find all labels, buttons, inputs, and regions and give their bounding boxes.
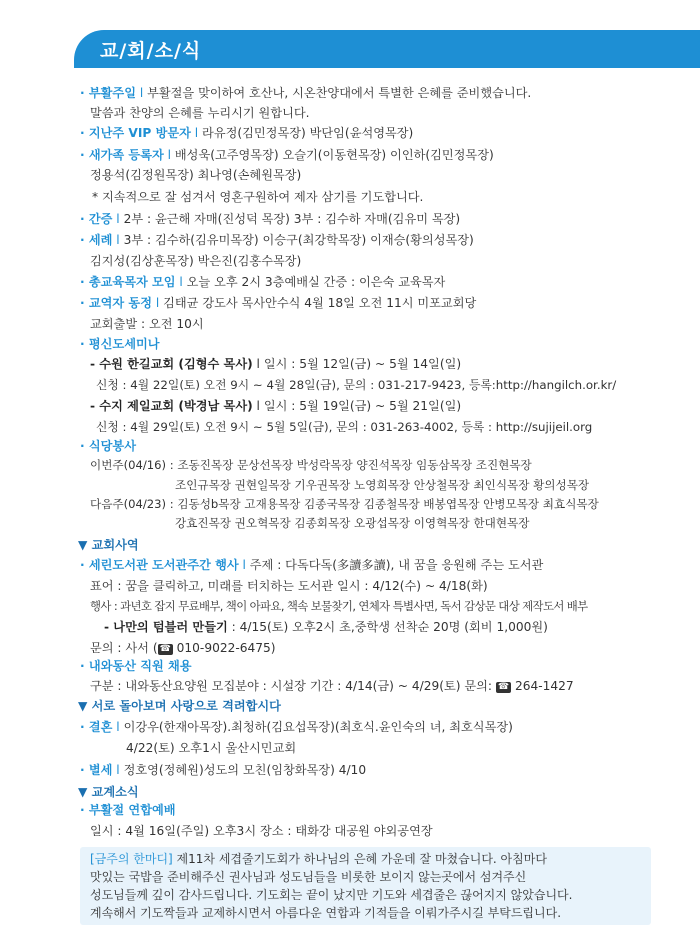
item-text: 부활절을 맞이하여 호산나, 시온찬양대에서 특별한 은혜를 준비했습니다. [147, 86, 532, 100]
item-label: 지난주 VIP 방문자 [88, 126, 191, 140]
phone-icon: ☎ [159, 644, 171, 654]
hiring-text: 구분 : 내와동산요양원 모집분야 : 시설장 기간 : 4/14(금) ~ 4/29(토) 문의: [90, 679, 496, 693]
item-label: 새가족 등록자 [88, 148, 164, 162]
seminar-item-1 [90, 355, 461, 373]
separator: l [151, 296, 164, 310]
section-church-ministry: ▼ 교회사역 [78, 538, 139, 552]
item-vip [80, 124, 413, 142]
seminar-title: - 수원 한길교회 (김형수 목사) [90, 357, 253, 371]
separator: l [135, 86, 148, 100]
item-label: 내와동산 직원 채용 [88, 659, 192, 673]
separator: l [190, 126, 203, 140]
bullet-icon: · [80, 803, 89, 817]
item-label: 세린도서관 도서관주간 행사 [88, 558, 239, 572]
item-hiring [80, 657, 192, 675]
item-text: 정호영(정혜원)성도의 모친(임창화목장) 4/10 [123, 763, 367, 777]
library-line-4 [104, 618, 548, 636]
bullet-icon: · [80, 337, 89, 351]
separator: l [238, 558, 250, 572]
bullet-icon: · [80, 233, 89, 247]
seminar-title: - 수지 제일교회 (박경남 목사) [90, 399, 253, 413]
item-dedication [80, 210, 460, 228]
item-easter-2: 말씀과 찬양의 은혜를 누리시기 원합니다. [90, 106, 310, 120]
bullet-icon: · [80, 439, 89, 453]
section-care: ▼ 서로 돌아보며 사랑으로 격려합시다 [78, 699, 281, 713]
separator: l [112, 763, 124, 777]
library-line-5 [90, 639, 276, 657]
bullet-icon: · [80, 86, 89, 100]
item-text: 이강우(한재아목장).최청하(김요섭목장)(최호식.윤인숙의 녀, 최호식목장) [123, 720, 513, 734]
item-elders-2: 교회출발 : 오전 10시 [90, 317, 204, 331]
item-label: 부활절 연합예배 [88, 803, 176, 817]
item-newfamily-2: 정용석(김정원목장) 최나영(손혜원목장) [90, 168, 302, 182]
separator: l [112, 233, 124, 247]
item-text: 배성욱(고주영목장) 오슬기(이동현목장) 이인하(김민정목장) [174, 148, 494, 162]
bullet-icon: · [80, 212, 89, 226]
kitchen-line-3: 다음주(04/23) : 김동성b목장 고재용목장 김종국목장 김종철목장 배봉엽목장 안병모목장 최효식목장 [90, 497, 599, 511]
item-label: 교역자 동정 [88, 296, 152, 310]
notice-label: [금주의 한마디] [90, 852, 173, 866]
bullet-icon: · [80, 148, 89, 162]
separator: l [175, 275, 187, 289]
item-label: 평신도세미나 [88, 337, 160, 351]
notice-line-2: 맛있는 국밥을 준비해주신 권사님과 성도님들을 비롯한 보이지 않는곳에서 섬겨주신 [90, 870, 527, 884]
item-text: 3부 : 김수하(김유미목장) 이승구(최강학목장) 이재승(황의성목장) [123, 233, 474, 247]
separator: l [163, 148, 175, 162]
item-label: 세례 [88, 233, 113, 247]
page-title: 교/회/소/식 [100, 40, 202, 62]
item-label: 총교육목자 모임 [88, 275, 176, 289]
kitchen-line-2: 조인규목장 권현일목장 기우권목장 노영희목장 안상철목장 최인식목장 황의성목장 [175, 478, 590, 492]
item-label: 식당봉사 [88, 439, 136, 453]
contact-number: 010-9022-6475) [172, 641, 276, 655]
phone-icon: ☎ [497, 682, 510, 692]
item-label: 간증 [88, 212, 113, 226]
seminar-item-1-detail: 신청 : 4월 22일(토) 오전 9시 ~ 4월 28일(금), 문의 : 031-217-9423, 등록:http://hangilch.or.kr/ [96, 378, 617, 392]
hiring-number: 264-1427 [511, 679, 574, 693]
wedding-line-2: 4/22(토) 오후1시 울산시민교회 [126, 741, 297, 755]
item-text: 2부 : 윤근해 자매(진성덕 목장) 3부 : 김수하 자매(김유미 목장) [123, 212, 461, 226]
item-library [80, 556, 543, 574]
kitchen-line-1: 이번주(04/16) : 조동진목장 문상선목장 박성락목장 양진석목장 임동삼목장 조진현목장 [90, 458, 532, 472]
kitchen-line-4: 강효진목장 권오혁목장 김종회목장 오광섭목장 이영혁목장 한대현목장 [175, 516, 530, 530]
notice-line-1 [90, 850, 547, 868]
item-label: 별세 [88, 763, 113, 777]
item-label: 부활주일 [88, 86, 136, 100]
item-text: 김태균 강도사 목사안수식 4월 18일 오전 11시 미포교회당 [163, 296, 477, 310]
separator: l [112, 720, 124, 734]
notice-line-4: 계속해서 기도짝들과 교제하시면서 아름다운 연합과 기적들을 이뤄가주시길 부탁드립니다. [90, 906, 562, 920]
item-text: 오늘 오후 2시 3층예배실 간증 : 이은숙 교육목자 [186, 275, 446, 289]
item-wedding [80, 718, 513, 736]
seminar-item-2-detail: 신청 : 4월 29일(토) 오전 9시 ~ 5월 5일(금), 문의 : 031-263-4002, 등록 : http://sujijeil.org [96, 420, 593, 434]
bullet-icon: · [80, 296, 89, 310]
item-pastors [80, 273, 445, 291]
contact-label: 문의 : 사서 ( [90, 641, 158, 655]
separator: l [112, 212, 124, 226]
section-news: ▼ 교계소식 [78, 785, 139, 799]
notice-box [80, 847, 651, 925]
item-funeral [80, 761, 366, 779]
item-seminar [80, 335, 160, 353]
hiring-line [90, 677, 574, 695]
item-union [80, 801, 176, 819]
bullet-icon: · [80, 659, 89, 673]
seminar-date: l 일시 : 5월 12일(금) ~ 5월 14일(일) [252, 357, 462, 371]
bullet-icon: · [80, 763, 89, 777]
seminar-date: l 일시 : 5월 19일(금) ~ 5월 21일(일) [252, 399, 462, 413]
item-text: 주제 : 다독다독(多讀多讀), 내 꿈을 응원해 주는 도서관 [249, 558, 544, 572]
item-elders [80, 294, 476, 312]
item-label: 결혼 [88, 720, 113, 734]
seminar-item-2 [90, 397, 461, 415]
tumbler-text: : 4/15(토) 오후2시 초,중학생 선착순 20명 (회비 1,000원) [227, 620, 548, 634]
item-baptism [80, 231, 474, 249]
library-line-3: 행사 : 과년호 잡지 무료배부, 책이 아파요, 책속 보물찾기, 연체자 특별사면, 독서 감상문 대상 제작도서 배부 [90, 599, 588, 613]
notice-line-3: 성도님들께 깊이 감사드립니다. 기도회는 끝이 났지만 기도와 세겹줄은 끊어지지 않았습니다. [90, 888, 573, 902]
item-newfamily-note: * 지속적으로 잘 섬겨서 영혼구원하여 제자 삼기를 기도합니다. [92, 190, 424, 204]
bullet-icon: · [80, 275, 89, 289]
item-kitchen [80, 437, 136, 455]
bullet-icon: · [80, 558, 89, 572]
item-newfamily [80, 146, 494, 164]
item-text: 라유정(김민정목장) 박단임(윤석영목장) [202, 126, 414, 140]
bullet-icon: · [80, 720, 89, 734]
item-baptism-2: 김지성(김상훈목장) 박은진(김홍수목장) [90, 254, 302, 268]
notice-text: 제11차 세겹줄기도회가 하나님의 은혜 가운데 잘 마쳤습니다. 아침마다 [172, 852, 547, 866]
union-line: 일시 : 4월 16일(주일) 오후3시 장소 : 태화강 대공원 야외공연장 [90, 824, 433, 838]
tumbler-title: - 나만의 텀블러 만들기 [104, 620, 228, 634]
library-line-2: 표어 : 꿈을 클릭하고, 미래를 터치하는 도서관 일시 : 4/12(수) ~ 4/18(화) [90, 579, 488, 593]
bullet-icon: · [80, 126, 89, 140]
item-easter [80, 84, 531, 102]
